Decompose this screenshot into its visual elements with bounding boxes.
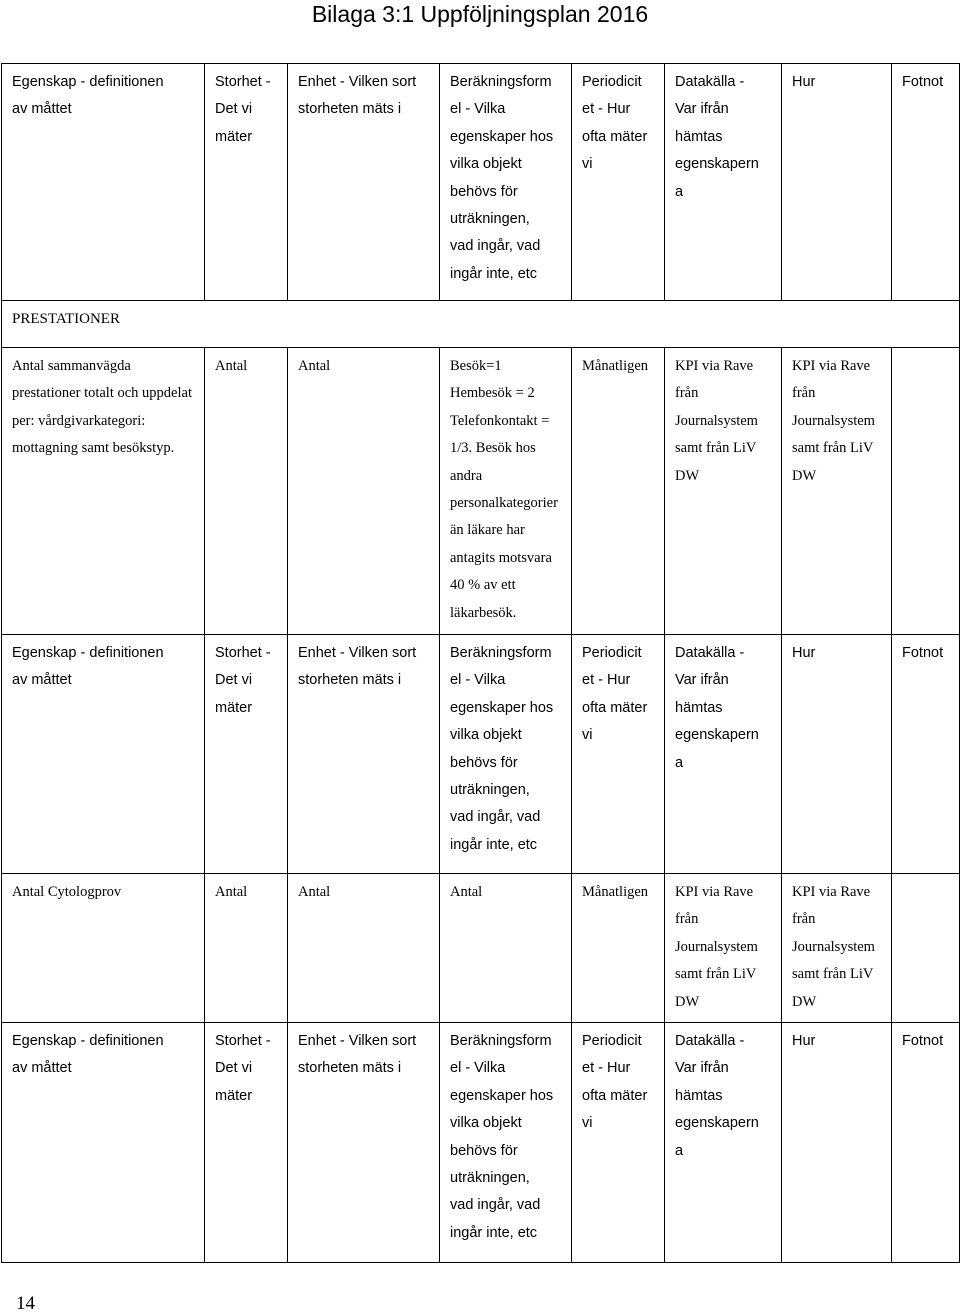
header-fotnot: Fotnot [902,74,944,90]
header-fotnot: Fotnot [902,645,944,661]
follow-up-table-1 [1,63,960,635]
header-enhet: Enhet - Vilken sort storheten mäts i [298,645,417,689]
header-egenskap: Egenskap - definitionen av måttet [12,1033,164,1077]
row2-berakningsform: Antal [450,884,483,900]
follow-up-table-2 [1,634,960,1023]
header-egenskap: Egenskap - definitionen av måttet [12,74,164,118]
header-storhet: Storhet - Det vi mäter [215,645,271,716]
header-hur: Hur [792,645,816,661]
header-storhet: Storhet - Det vi mäter [215,1033,271,1104]
header-hur: Hur [792,74,816,90]
row2-enhet: Antal [298,884,331,900]
row1-storhet: Antal [215,358,248,374]
header-berakningsform: Beräkningsform el - Vilka egenskaper hos vilka objekt behövs för uträkningen, vad ingår, vad ingår inte, etc [450,1033,554,1241]
page-number: 14 [16,1293,35,1314]
header-fotnot: Fotnot [902,1033,944,1049]
table-row [2,348,960,635]
header-periodicitet: Periodicit et - Hur ofta mäter vi [582,74,648,173]
header-periodicitet: Periodicit et - Hur ofta mäter vi [582,645,648,744]
row1-hur: KPI via Rave från Journalsystem samt från LiV DW [792,358,875,484]
row2-periodicitet: Månatligen [582,884,649,900]
header-enhet: Enhet - Vilken sort storheten mäts i [298,1033,417,1077]
row2-datakalla: KPI via Rave från Journalsystem samt från LiV DW [675,884,758,1010]
table-header-row [2,1023,960,1263]
header-egenskap: Egenskap - definitionen av måttet [12,645,164,689]
header-datakalla: Datakälla - Var ifrån hämtas egenskapern a [675,1033,759,1159]
follow-up-table-3 [1,1022,960,1263]
row2-egenskap: Antal Cytologprov [12,884,122,900]
section-row [2,301,960,348]
row1-enhet: Antal [298,358,331,374]
header-berakningsform: Beräkningsform el - Vilka egenskaper hos vilka objekt behövs för uträkningen, vad ingår, vad ingår inte, etc [450,74,554,282]
row2-hur: KPI via Rave från Journalsystem samt från LiV DW [792,884,875,1010]
header-datakalla: Datakälla - Var ifrån hämtas egenskapern a [675,645,759,771]
header-berakningsform: Beräkningsform el - Vilka egenskaper hos vilka objekt behövs för uträkningen, vad ingår, vad ingår inte, etc [450,645,554,853]
row1-periodicitet: Månatligen [582,358,649,374]
table-row [2,874,960,1023]
row1-egenskap: Antal sammanvägda prestationer totalt och uppdelat per: vårdgivarkategori: mottagning samt besökstyp. [12,358,192,457]
header-storhet: Storhet - Det vi mäter [215,74,271,145]
section-title: PRESTATIONER [12,311,120,327]
row2-fotnot [892,874,959,879]
header-hur: Hur [792,1033,816,1049]
table-header-row [2,635,960,874]
header-datakalla: Datakälla - Var ifrån hämtas egenskapern a [675,74,759,200]
row1-berakningsform: Besök=1 Hembesök = 2 Telefonkontakt = 1/3. Besök hos andra personalkategorier än läkare har antagits motsvara 40 % av ett läkarbesök. [450,358,558,621]
page-title: Bilaga 3:1 Uppföljningsplan 2016 [311,1,649,27]
row1-datakalla: KPI via Rave från Journalsystem samt från LiV DW [675,358,758,484]
table-header-row [2,64,960,301]
row1-fotnot [892,348,959,353]
header-enhet: Enhet - Vilken sort storheten mäts i [298,74,417,118]
header-periodicitet: Periodicit et - Hur ofta mäter vi [582,1033,648,1132]
row2-storhet: Antal [215,884,248,900]
